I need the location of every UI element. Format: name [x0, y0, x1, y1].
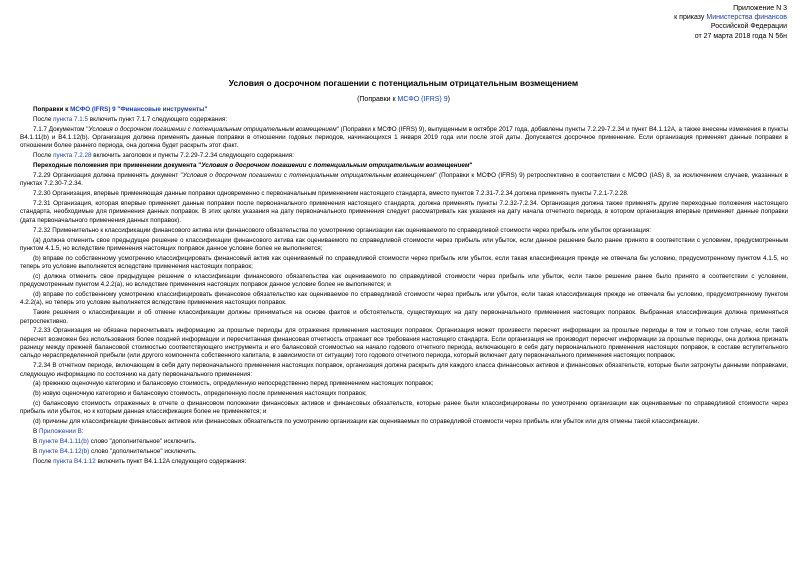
order-reference: к приказу Министерства финансов: [674, 14, 787, 22]
paragraph-7-2-28-link[interactable]: пункта 7.2.28: [53, 152, 92, 160]
ministry-link[interactable]: Министерства финансов: [706, 14, 787, 22]
amendments-heading: Поправки к МСФО (IFRS) 9 "Финансовые инструменты": [33, 106, 208, 113]
document-subtitle: (Поправки к МСФО (IFRS) 9): [357, 96, 450, 103]
paragraph: Такие решения о классификации и об отмене классификации должны приниматься на основе фактов и обстоятельств, существующих на дату первоначального применения настоящих поправок. Выбранная классификация должна применяться ретроспективно.: [20, 309, 788, 325]
paragraph: В Приложении В:: [33, 428, 84, 436]
list-item: (c) должна отменить свое предыдущее решение о классификации финансового обязательства как оцениваемого по справедливой стоимости через прибыль или убыток, если такое решение ранее было принято в соответствии с условием, предусмотренным пунктом 4.2.2(а), но вследствие применения настоящих поправок данное условие более не выполняется; и: [20, 272, 788, 289]
paragraph-7-1-5-link[interactable]: пункта 7.1.5: [53, 115, 89, 123]
paragraph: 7.2.34 В отчетном периоде, включающем в себя дату первоначального применения настоящих поправок, организация должна раскрыть для каждого класса финансовых активов и финансовых обязательств, которые были затронуты данными поправками, следующую информацию по состоянию на дату первоначального применения:: [20, 362, 788, 378]
order-date: от 27 марта 2018 года N 56н: [694, 32, 787, 40]
list-item: (a) должна отменить свое предыдущее решение о классификации финансового актива как оцениваемого по справедливой стоимости через прибыль или убыток, если данное решение было ранее принято в соответствии с условием, предусмотренным пунктом 4.1.5, но вследствие применения настоящих поправок данное условие более не выполняется;: [20, 236, 788, 252]
ministry-country: Российской Федерации: [710, 23, 787, 31]
document-title: Условия о досрочном погашении с потенциальным отрицательным возмещением: [228, 78, 579, 88]
paragraph: 7.1.7 Документом "Условия о досрочном погашении с потенциальным отрицательным возмещением" (Поправки к МСФО (IFRS) 9), выпущенным в октябре 2017 года, добавлены пункты 7.2.29-7.2.34 и пункт B4.1.12A, а также внесены изменения в пункты B4.1.11(b) и B4.1.12(b). Организация должна применять данные поправки в отношении годовых периодов, начинающихся 1 января 2019 года или после этой даты. Допускается досрочное применение. Если организация применяет данные поправки в отношении более раннего периода, она должна будет раскрыть этот факт.: [20, 125, 788, 150]
paragraph: 7.2.32 Применительно к классификации финансового актива или финансового обязательства по усмотрению организации как оцениваемого по справедливой стоимости через прибыль или убыток организация:: [33, 226, 652, 234]
list-item: (d) вправе по собственному усмотрению классифицировать финансовое обязательство как оцениваемое по справедливой стоимости через прибыль или убыток, если такая классификация прежде не отвечала бы условию, предусмотренному пунктом 4.2.2(а), но теперь это условие выполняется вследствие применения настоящих поправок.: [20, 291, 788, 307]
paragraph: В пункте B4.1.11(b) слово "дополнительное" исключить.: [33, 438, 197, 446]
list-item: (a) прежнюю оценочную категорию и балансовую стоимость, определенную непосредственно перед применением настоящих поправок;: [33, 380, 434, 388]
paragraph: 7.2.31 Организация, которая впервые применяет данные поправки после первоначального применения настоящего стандарта, должна применять пункты 7.2.32-7.2.34. Организация должна также применять другие переходные положения настоящего стандарта, необходимые для применения данных поправок. В этих целях указания на дату первоначального применения следует рассматривать как указания на дату начала отчетного периода, в котором организация впервые применяет данные поправки (дата первоначального применения данных поправок).: [20, 200, 788, 224]
paragraph: 7.2.29 Организация должна применять документ "Условия о досрочном погашении с потенциальным отрицательным возмещением" (Поправки к МСФО (IFRS) 9) ретроспективно в соответствии с МСФО (IAS) 8, за исключением случаев, указанных в пунктах 7.2.30-7.2.34.: [20, 172, 788, 188]
paragraph: 7.2.33 Организация не обязана пересчитывать информацию за прошлые периоды для отражения применения настоящих поправок. Организация может произвести пересчет информации за прошлые периоды в том и только том случае, если такой пересчет возможен без использования более поздней информации и пересчитанная финансовая отчетность отражает все требования настоящего стандарта. Если организация не производит пересчет информации за прошлые периоды, она должна признать разницу между прежней балансовой стоимостью соответствующего инструмента и его балансовой стоимостью на начало годового отчетного периода, включающего в себя дату первоначального применения настоящих поправок, в составе вступительного сальдо нераспределенной прибыли (или другого компонента собственного капитала, в зависимости от ситуации) того годового отчетного периода, который включает дату первоначального применения настоящих поправок.: [20, 327, 788, 360]
paragraph-b4-1-12b-link[interactable]: пункте B4.1.12(b): [38, 448, 90, 456]
paragraph-b4-1-11b-link[interactable]: пункте B4.1.11(b): [38, 438, 89, 446]
ifrs9-link[interactable]: МСФО (IFRS) 9: [397, 96, 448, 103]
list-item: (c) балансовую стоимость отраженных в отчете о финансовом положении финансовых активов и финансовых обязательств, которые ранее были классифицированы по усмотрению организации как оцениваемые по справедливой стоимости через прибыль или убыток, но к которым данная классификация более не применяется; и: [20, 400, 788, 416]
list-item: (b) вправе по собственному усмотрению классифицировать финансовый актив как оцениваемый по справедливой стоимости через прибыль или убыток, если такая классификация прежде не отвечала бы условию, предусмотренному пунктом 4.1.5, но теперь это условие выполняется вследствие применения настоящих поправок;: [20, 254, 788, 270]
transition-heading: Переходные положения при применении документа "Условия о досрочном погашении с потенциальным отрицательным возмещением": [33, 162, 473, 170]
paragraph-b4-1-12-link[interactable]: пункта B4.1.12: [53, 457, 96, 465]
paragraph: После пункта B4.1.12 включить пункт B4.1.12A следующего содержания:: [33, 457, 247, 465]
ifrs9-financial-instruments-link[interactable]: МСФО (IFRS) 9 "Финансовые инструменты": [70, 106, 208, 113]
paragraph: 7.2.30 Организация, впервые применяющая данные поправки одновременно с первоначальным применением настоящего стандарта, вместо пунктов 7.2.31-7.2.34 должна применять пункты 7.2.1-7.2.28.: [33, 190, 629, 198]
paragraph: В пункте B4.1.12(b) слово "дополнительное" исключить.: [33, 448, 197, 456]
appendix-b-link[interactable]: Приложении В: [38, 428, 82, 436]
appendix-number: Приложение N 3: [733, 5, 787, 12]
list-item: (b) новую оценочную категорию и балансовую стоимость, определенную после применения настоящих поправок;: [33, 390, 367, 398]
document-header: [674, 4, 787, 41]
document-body: [20, 106, 788, 468]
paragraph: После пункта 7.2.28 включить заголовок и пункты 7.2.29-7.2.34 следующего содержания:: [33, 152, 294, 160]
paragraph: После пункта 7.1.5 включить пункт 7.1.7 следующего содержания:: [33, 115, 228, 123]
list-item: (d) причины для классификации финансовых активов или финансовых обязательств по усмотрению организации как оцениваемых по справедливой стоимости через прибыль или убыток или для отмены такой классификации.: [33, 418, 700, 426]
